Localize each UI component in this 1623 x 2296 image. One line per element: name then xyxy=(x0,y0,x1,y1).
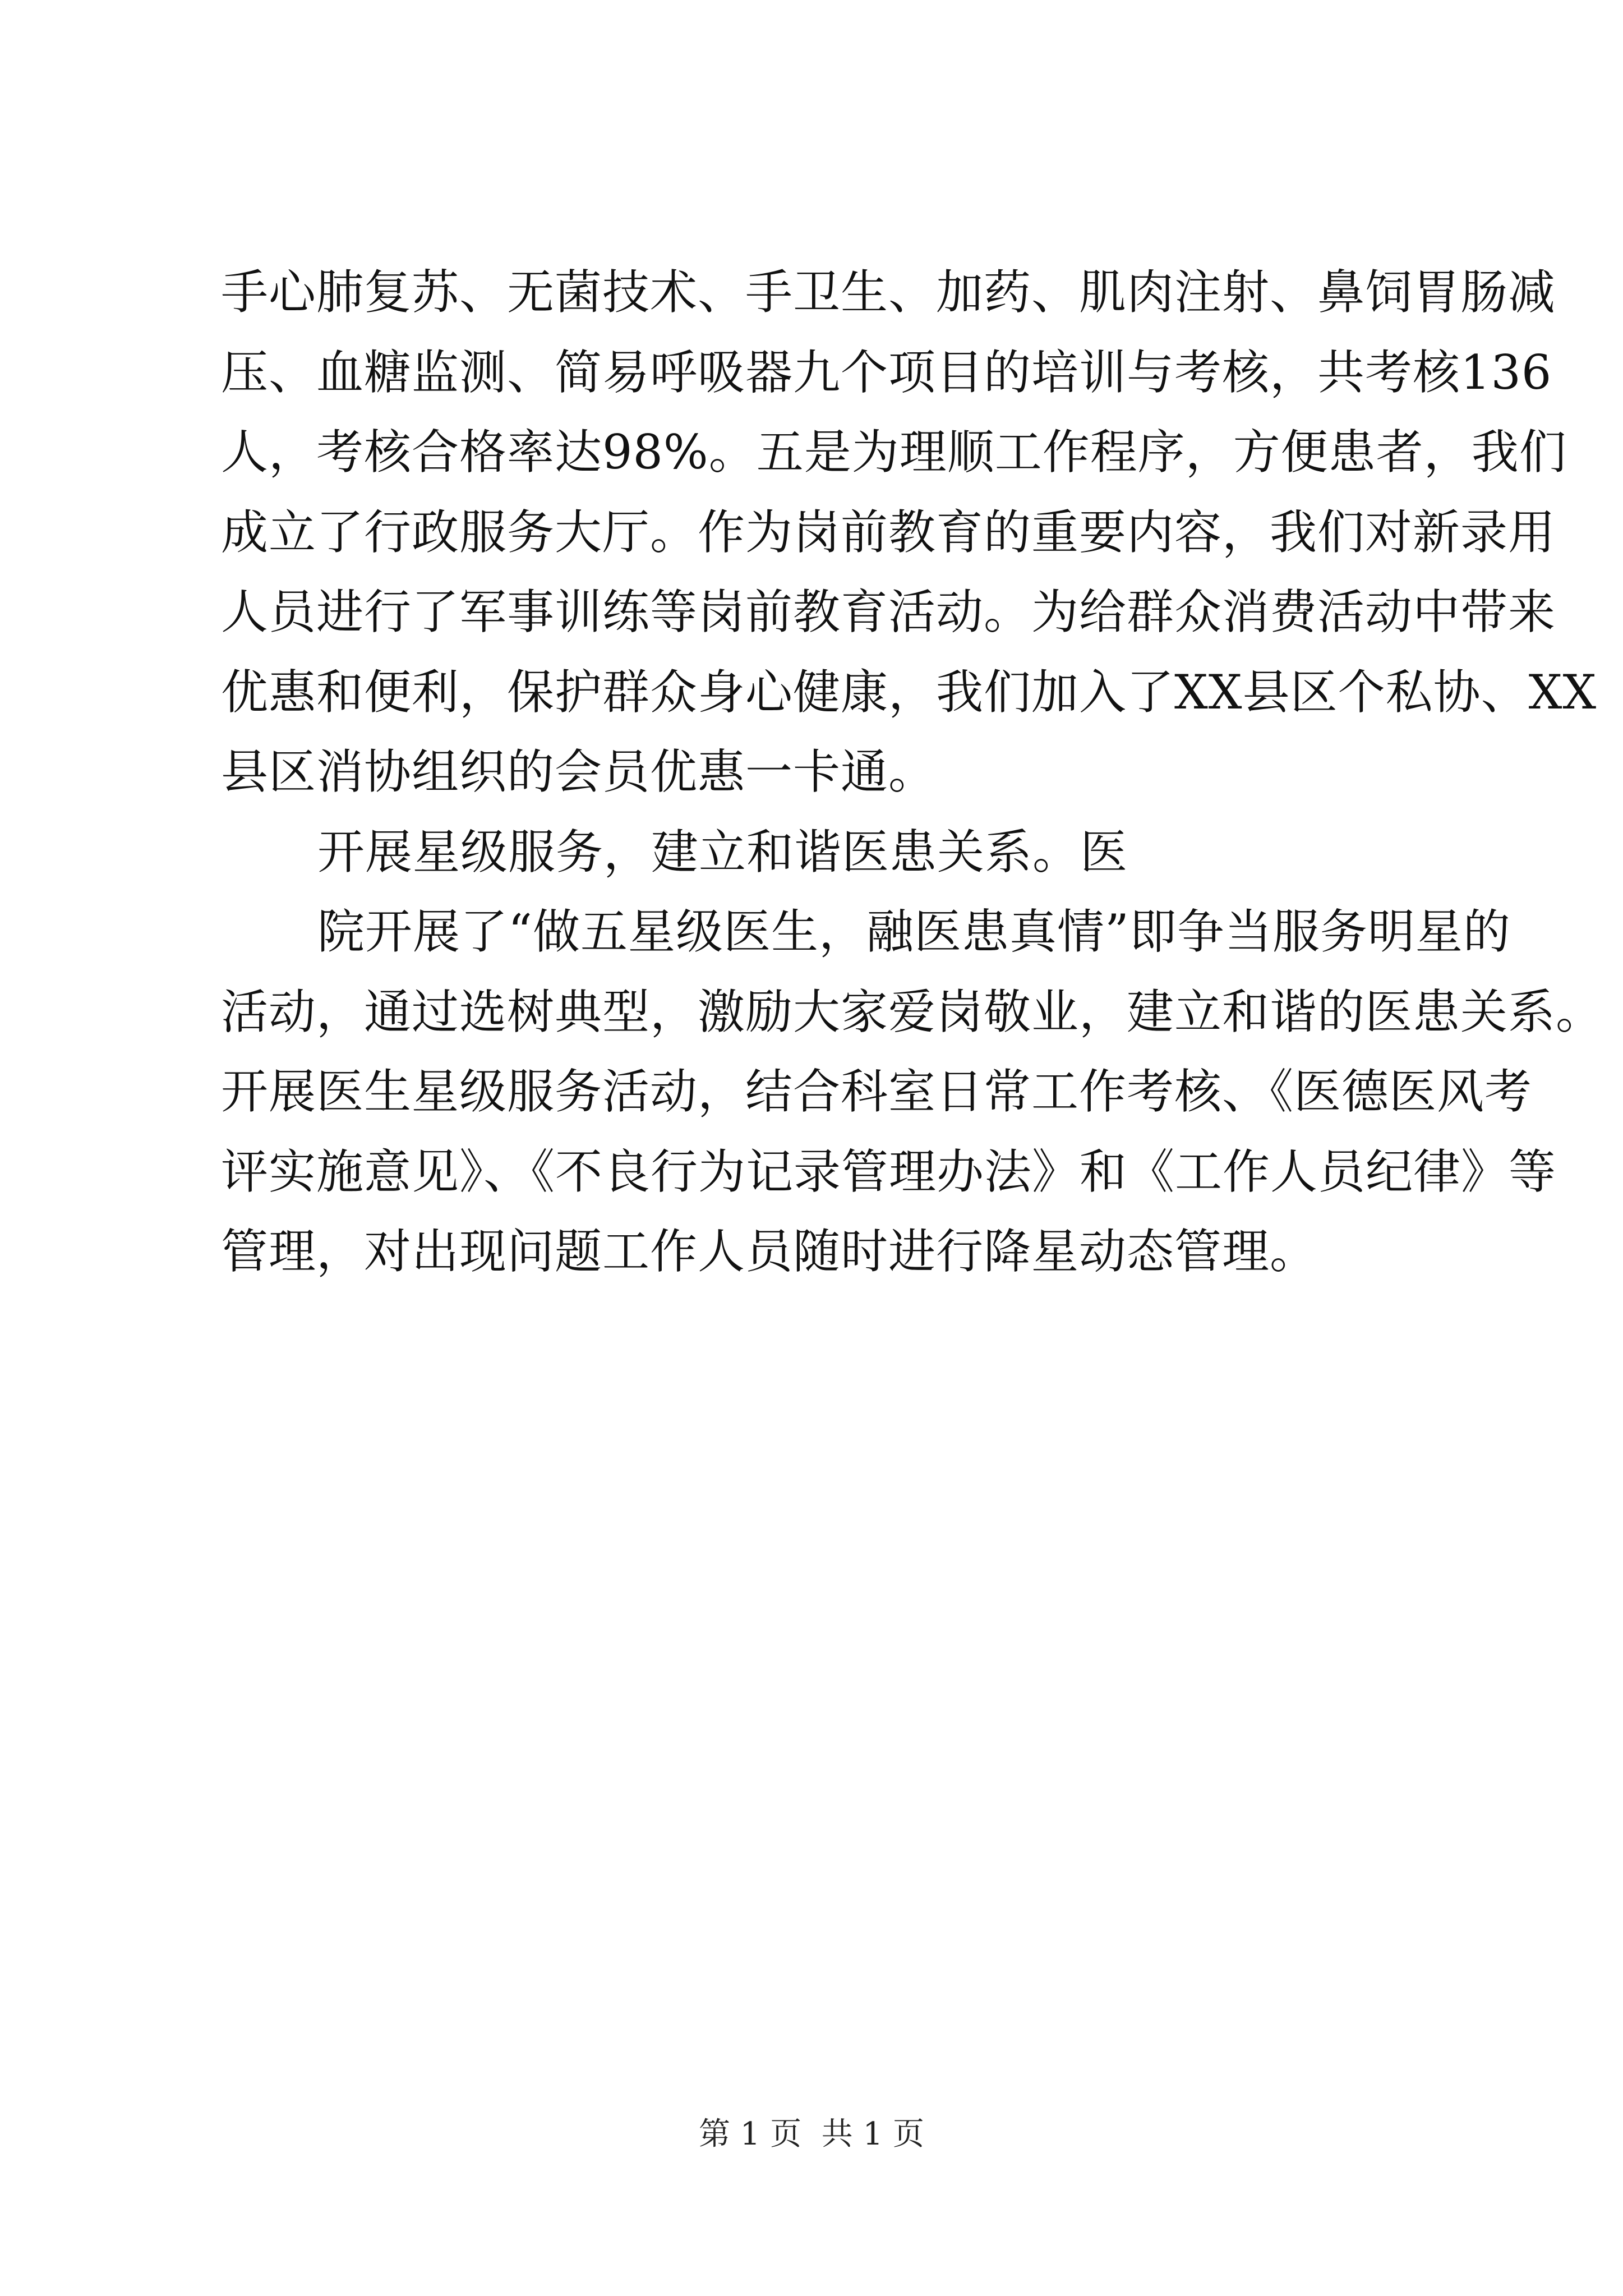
text-line: 评实施意见》、《不良行为记录管理办法》和《工作人员纪律》等 xyxy=(221,1144,1557,1199)
text-line: 优惠和便利，保护群众身心健康，我们加入了XX县区个私协、XX xyxy=(221,664,1597,720)
page-number: 第 1 页 共 1 页 xyxy=(698,2116,925,2152)
text-line: 活动，通过选树典型，激励大家爱岗敬业，建立和谐的医患关系。 xyxy=(221,984,1604,1039)
text-line: 开展医生星级服务活动，结合科室日常工作考核、《医德医风考 xyxy=(221,1064,1533,1119)
text-line: 手心肺复苏、无菌技术、手卫生、加药、肌肉注射、鼻饲胃肠减 xyxy=(221,265,1556,320)
document-body xyxy=(221,252,1604,1292)
text-line: 人，考核合格率达98%。五是为理顺工作程序，方便患者，我们 xyxy=(221,425,1567,480)
section-heading-line: 开展星级服务，建立和谐医患关系。医 xyxy=(317,824,1128,880)
text-line: 成立了行政服务大厅。作为岗前教育的重要内容，我们对新录用 xyxy=(221,504,1556,560)
text-line: 管理，对出现问题工作人员随时进行降星动态管理。 xyxy=(221,1224,1318,1279)
text-line: 人员进行了军事训练等岗前教育活动。为给群众消费活动中带来 xyxy=(221,585,1556,639)
text-line: 县区消协组织的会员优惠一卡通。 xyxy=(221,744,937,799)
text-line: 院开展了“做五星级医生，融医患真情”即争当服务明星的 xyxy=(317,904,1511,959)
text-line: 压、血糖监测、简易呼吸器九个项目的培训与考核，共考核136 xyxy=(221,344,1552,400)
page-footer xyxy=(0,2112,1623,2157)
